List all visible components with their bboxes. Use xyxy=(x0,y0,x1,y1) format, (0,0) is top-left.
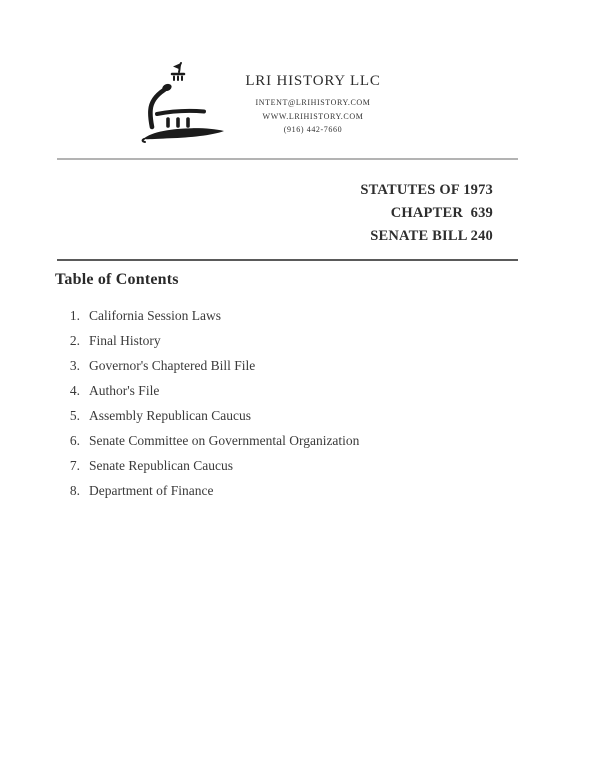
toc-title: Table of Contents xyxy=(55,271,179,288)
bill-reference-block xyxy=(360,179,493,248)
toc-item-number: 1. xyxy=(69,307,80,323)
letterhead xyxy=(213,72,413,137)
toc-item-number: 5. xyxy=(69,407,80,423)
toc-item-label: Author's File xyxy=(89,382,160,398)
toc-item-label: Final History xyxy=(89,332,161,348)
toc-item-label: California Session Laws xyxy=(89,307,221,323)
toc-item xyxy=(60,303,359,328)
toc-list xyxy=(60,303,359,503)
chapter-line: CHAPTER 639 xyxy=(390,205,493,221)
contact-website: WWW.LRIHISTORY.COM xyxy=(262,111,364,121)
toc-item-label: Department of Finance xyxy=(89,482,214,498)
toc-item-number: 4. xyxy=(69,382,80,398)
toc-item-label: Senate Republican Caucus xyxy=(89,457,233,473)
toc-item xyxy=(60,328,359,353)
toc-item-label: Senate Committee on Governmental Organization xyxy=(89,432,360,448)
toc-item-number: 6. xyxy=(69,432,80,448)
toc-item-number: 2. xyxy=(69,332,80,348)
toc-item-number: 7. xyxy=(69,457,80,473)
toc-item-label: Governor's Chaptered Bill File xyxy=(89,357,256,373)
toc-item xyxy=(60,478,359,503)
company-name: LRI HISTORY LLC xyxy=(245,73,381,89)
horizontal-rule-top xyxy=(57,158,518,160)
toc-item xyxy=(60,428,359,453)
statutes-line: STATUTES OF 1973 xyxy=(360,182,493,198)
toc-item-number: 8. xyxy=(69,482,80,498)
toc-item-label: Assembly Republican Caucus xyxy=(89,407,251,423)
horizontal-rule-bottom xyxy=(57,259,518,261)
toc-item-number: 3. xyxy=(69,357,80,373)
toc-item xyxy=(60,453,359,478)
toc-item xyxy=(60,378,359,403)
contact-block xyxy=(213,96,413,137)
contact-phone: (916) 442-7660 xyxy=(283,125,343,134)
toc-item xyxy=(60,403,359,428)
toc-item xyxy=(60,353,359,378)
contact-email: INTENT@LRIHISTORY.COM xyxy=(255,98,371,107)
senate-bill-line: SENATE BILL 240 xyxy=(370,228,493,244)
